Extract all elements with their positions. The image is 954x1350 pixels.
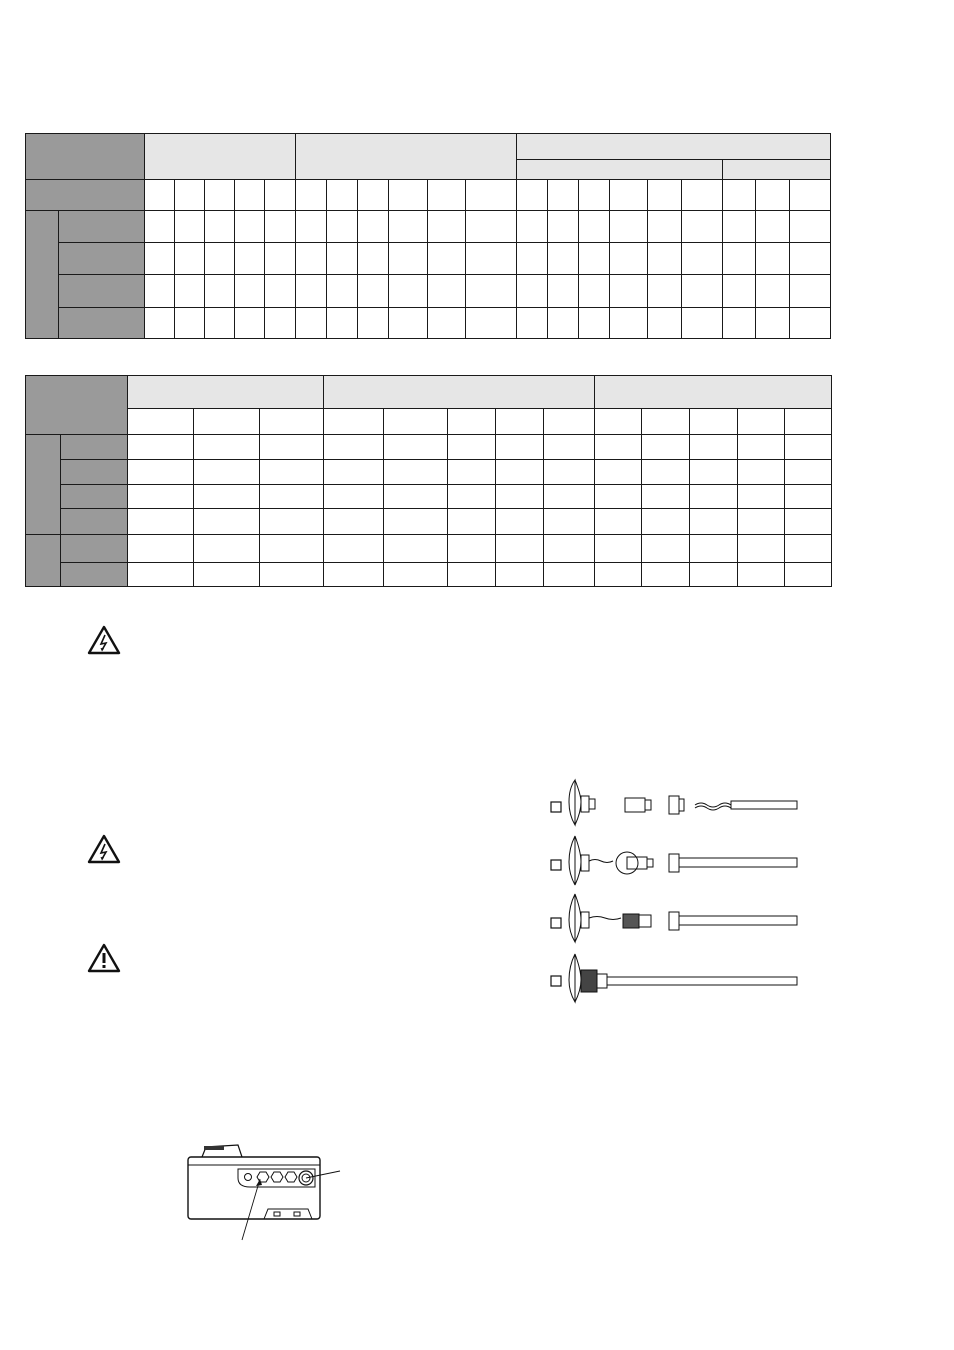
cable-step-1 (569, 780, 797, 825)
cable-gland-assembly-diagram (545, 770, 815, 1020)
spec-table-1 (25, 133, 831, 339)
table-row (26, 563, 832, 587)
table-1-group-header-1 (145, 134, 296, 180)
table-1-column-header (723, 180, 756, 211)
table-1-column-header (296, 180, 327, 211)
table-1-group-header-3 (517, 134, 831, 160)
table-1-column-header (579, 180, 610, 211)
table-1-column-header (790, 180, 831, 211)
table-1-column-header (756, 180, 790, 211)
table-row (26, 243, 831, 275)
table-2-group-header-1 (128, 376, 324, 409)
table-1-column-header (235, 180, 265, 211)
table-2-column-header (324, 409, 384, 435)
table-1-row-group-label (26, 211, 59, 339)
table-1-subgroup-header (723, 160, 831, 180)
checkbox-icon (551, 918, 561, 928)
table-2-column-header (260, 409, 324, 435)
table-1-row-label (59, 243, 145, 275)
table-2-column-header (738, 409, 785, 435)
table-2-group-header-3 (595, 376, 832, 409)
table-1-column-header (682, 180, 723, 211)
table-2-column-header (544, 409, 595, 435)
table-2-row-label (61, 509, 128, 535)
table-1-group-header-2 (296, 134, 517, 180)
table-row (26, 211, 831, 243)
table-1-group-header-3-top (517, 160, 723, 180)
table-row (26, 509, 832, 535)
general-caution-icon (87, 943, 121, 973)
table-1-column-header (389, 180, 428, 211)
table-2-row-label (61, 435, 128, 460)
table-2-column-header (448, 409, 496, 435)
table-2-column-header (642, 409, 690, 435)
table-2-column-header (128, 409, 194, 435)
cable-step-4 (569, 954, 797, 1002)
table-1-row-label (59, 308, 145, 339)
table-2-row-label (61, 460, 128, 485)
table-row (26, 485, 832, 509)
table-2-corner-header (26, 376, 128, 435)
table-1-column-header (265, 180, 296, 211)
table-1-column-header (548, 180, 579, 211)
electric-shock-warning-icon (87, 625, 121, 655)
table-1-column-header (205, 180, 235, 211)
table-1-row-label (59, 275, 145, 308)
table-1-column-header (610, 180, 648, 211)
checkbox-icon (551, 976, 561, 986)
table-row (26, 535, 832, 563)
table-2-row-label (61, 563, 128, 587)
table-1-column-header (517, 180, 548, 211)
table-row (26, 308, 831, 339)
table-1-column-header (175, 180, 205, 211)
table-1-corner-header (26, 134, 145, 180)
table-row (26, 275, 831, 308)
table-2-column-header (496, 409, 544, 435)
checkbox-icon (551, 860, 561, 870)
device-housing-diagram (180, 1135, 360, 1245)
table-2-group-header-2 (324, 376, 595, 409)
table-1-column-header (466, 180, 517, 211)
table-1-column-header (648, 180, 682, 211)
spec-table-2 (25, 375, 832, 587)
table-2-column-header (785, 409, 832, 435)
table-2-column-header (690, 409, 738, 435)
checkbox-icon (551, 802, 561, 812)
table-1-column-header (327, 180, 358, 211)
cable-step-2 (569, 836, 797, 885)
table-row (26, 435, 832, 460)
table-1-column-header (428, 180, 466, 211)
table-1-column-header (145, 180, 175, 211)
table-2-row-group-label-1 (26, 435, 61, 535)
table-2-row-label (61, 485, 128, 509)
table-row (26, 460, 832, 485)
cable-step-3 (569, 894, 797, 942)
table-2-column-header (384, 409, 448, 435)
table-2-column-header (194, 409, 260, 435)
table-1-corner-header-lower (26, 180, 145, 211)
table-2-row-group-label-2 (26, 535, 61, 587)
table-1-column-header (358, 180, 389, 211)
table-1-row-label (59, 211, 145, 243)
table-2-row-label (61, 535, 128, 563)
electric-shock-warning-icon (87, 834, 121, 864)
table-2-column-header (595, 409, 642, 435)
